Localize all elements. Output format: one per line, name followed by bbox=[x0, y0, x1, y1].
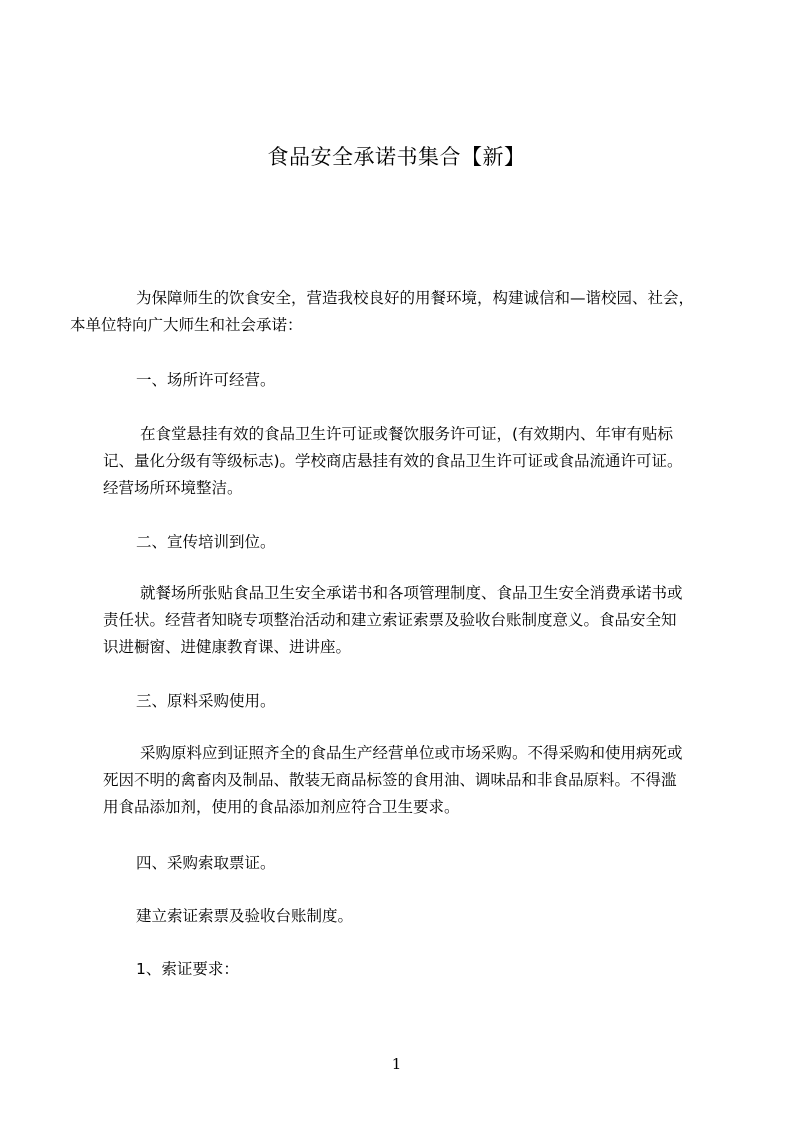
section-2-line: 就餐场所张贴食品卫生安全承诺书和各项管理制度、食品卫生安全消费承诺书或 bbox=[140, 584, 683, 602]
section-3-line: 死因不明的禽畜肉及制品、散装无商品标签的食用油、调味品和非食品原料。不得滥 bbox=[103, 771, 677, 789]
section-3-line: 采购原料应到证照齐全的食品生产经营单位或市场采购。不得采购和使用病死或 bbox=[140, 744, 683, 762]
section-3-heading: 三、原料采购使用。 bbox=[136, 692, 276, 710]
section-4-subheading: 1、索证要求： bbox=[136, 960, 239, 978]
section-1-line: 经营场所环境整洁。 bbox=[103, 479, 243, 497]
section-1-line: 记、量化分级有等级标志)。学校商店悬挂有效的食品卫生许可证或食品流通许可证。 bbox=[103, 452, 683, 470]
section-2-line: 识进橱窗、进健康教育课、进讲座。 bbox=[103, 638, 352, 656]
document-title: 食品安全承诺书集合【新】 bbox=[267, 145, 526, 169]
section-1-body bbox=[103, 421, 703, 502]
section-3-body bbox=[103, 740, 703, 821]
intro-paragraph bbox=[70, 285, 703, 339]
section-4-body: 建立索证索票及验收台账制度。 bbox=[136, 907, 354, 925]
section-3-line: 用食品添加剂，使用的食品添加剂应符合卫生要求。 bbox=[103, 798, 460, 816]
page-number: 1 bbox=[391, 1055, 402, 1073]
section-1-heading: 一、场所许可经营。 bbox=[136, 371, 276, 389]
section-2-body bbox=[103, 580, 703, 661]
intro-line: 本单位特向广大师生和社会承诺： bbox=[70, 316, 303, 334]
intro-line: 为保障师生的饮食安全，营造我校良好的用餐环境，构建诚信和—谐校园、社会， bbox=[136, 289, 695, 307]
section-2-heading: 二、宣传培训到位。 bbox=[136, 533, 276, 551]
section-1-line: 在食堂悬挂有效的食品卫生许可证或餐饮服务许可证，(有效期内、年审有贴标 bbox=[140, 425, 674, 443]
section-4-heading: 四、采购索取票证。 bbox=[136, 854, 276, 872]
section-2-line: 责任状。经营者知晓专项整治活动和建立索证索票及验收台账制度意义。食品安全知 bbox=[103, 611, 677, 629]
